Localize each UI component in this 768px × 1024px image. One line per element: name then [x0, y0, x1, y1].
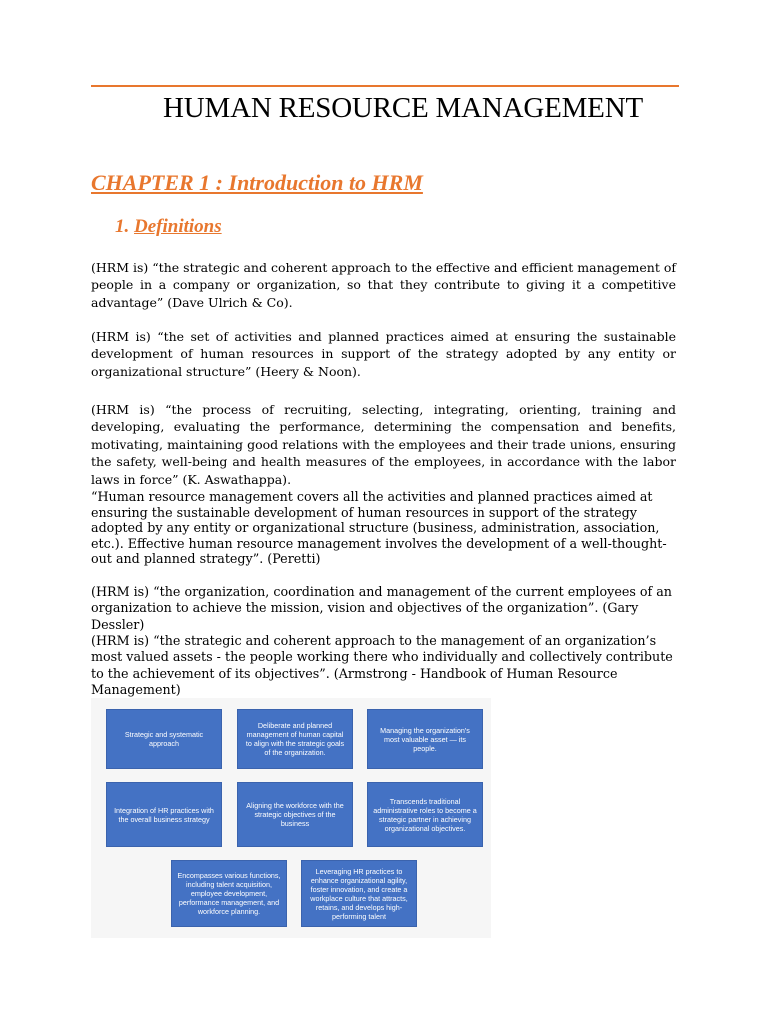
diagram-box: Leveraging HR practices to enhance organizational agility, foster innovation, and create a workplace culture that attracts, retains, and develops high-performing talent — [301, 860, 417, 927]
header-rule — [91, 85, 679, 87]
section-heading — [115, 215, 222, 239]
definition-paragraph: (HRM is) “the strategic and coherent approach to the effective and efficient management of people in a company or organization, so that they contribute to giving it a competitive advantage” (Dave Ulrich & Co). — [91, 260, 676, 310]
diagram-box: Integration of HR practices with the overall business strategy — [106, 782, 222, 847]
definition-paragraph: (HRM is) “the set of activities and planned practices aimed at ensuring the sustainable development of human resources in support of the strategy adopted by any entity or organizational structure” (Heery & Noon). — [91, 329, 676, 379]
diagram-box: Aligning the workforce with the strategic objectives of the business — [237, 782, 353, 847]
definition-paragraph: (HRM is) “the organization, coordination and management of the current employees of an organization to achieve the mission, vision and objectives of the organization”. (Gary Dessler) — [91, 584, 672, 632]
hrm-concept-diagram — [91, 698, 491, 938]
page-title: HUMAN RESOURCE MANAGEMENT — [163, 92, 643, 124]
diagram-box: Deliberate and planned management of human capital to align with the strategic goals of the organization. — [237, 709, 353, 769]
section-title: Definitions — [134, 216, 222, 237]
diagram-box: Encompasses various functions, including talent acquisition, employee development, performance management, and workforce planning. — [171, 860, 287, 927]
diagram-box: Transcends traditional administrative roles to become a strategic partner in achieving organizational objectives. — [367, 782, 483, 847]
definition-paragraph: (HRM is) “the process of recruiting, selecting, integrating, orienting, training and developing, evaluating the performance, determining the compensation and benefits, motivating, maintaining good relations with the employees and their trade unions, ensuring the safety, well-being and health measures of the employees, in accordance with the labor laws in force” (K. Aswathappa). — [91, 402, 676, 487]
section-number: 1. — [115, 216, 130, 237]
diagram-box: Strategic and systematic approach — [106, 709, 222, 769]
chapter-heading: CHAPTER 1 : Introduction to HRM — [91, 170, 423, 195]
diagram-box: Managing the organization's most valuable asset — its people. — [367, 709, 483, 769]
definition-paragraph: “Human resource management covers all the activities and planned practices aimed at ensuring the sustainable development of human resources in support of the strategy adopted by any entity or organizational structure (business, administration, association, etc.). Effective human resource management involves the development of a well-thought-out and planned strategy”. (Peretti) — [91, 489, 667, 567]
definition-paragraph: (HRM is) “the strategic and coherent approach to the management of an organization’s most valued assets - the people working there who individually and collectively contribute to the achievement of its objectives”. (Armstrong - Handbook of Human Resource Management) — [91, 633, 673, 698]
